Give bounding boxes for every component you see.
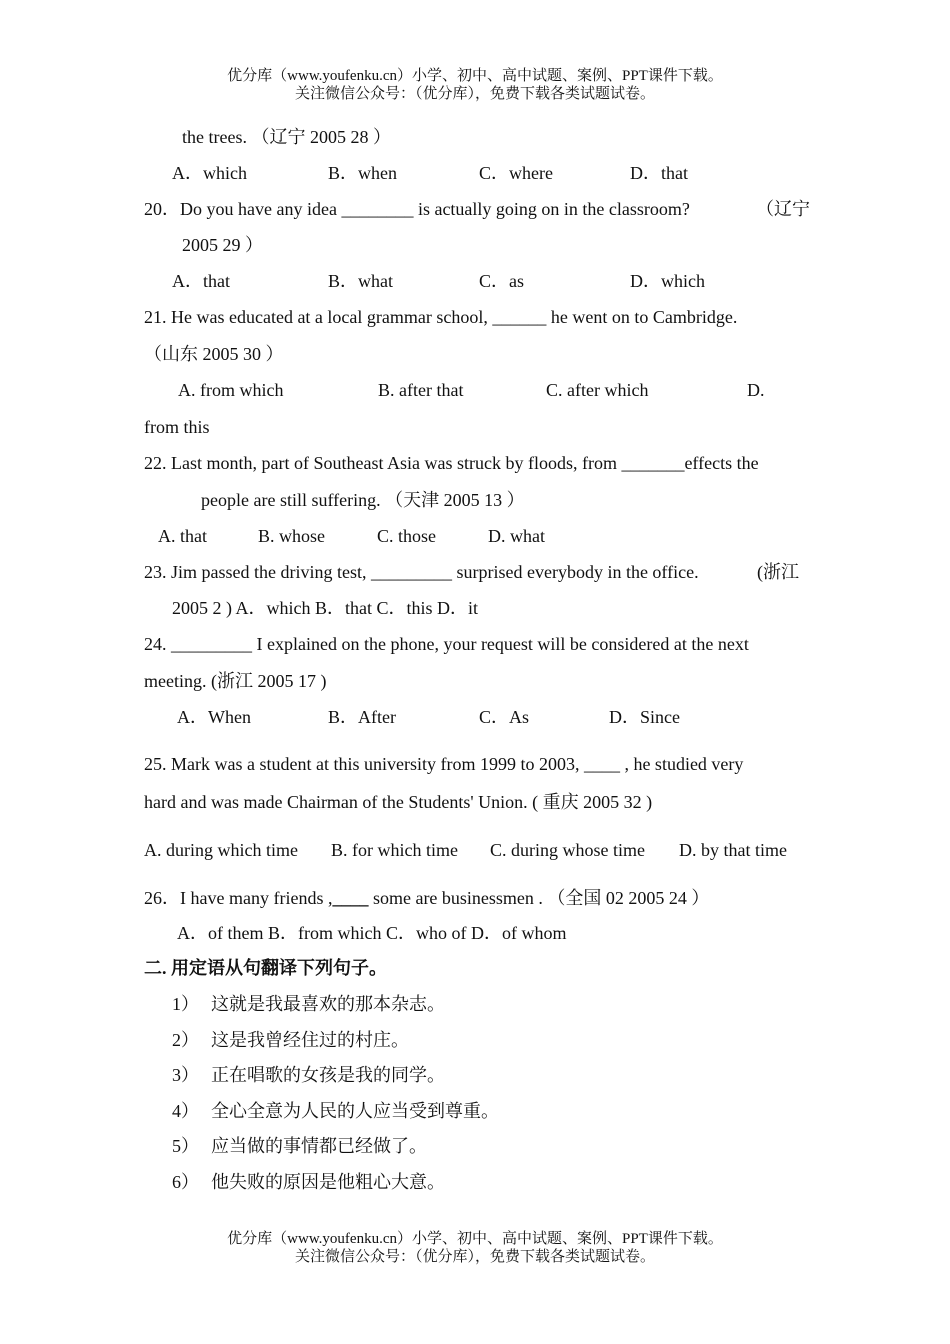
q20-option-c: C．as — [479, 271, 524, 291]
q22-stem-2: people are still suffering. （天津 2005 13 ） — [201, 490, 525, 510]
q22-option-c: C. those — [377, 526, 437, 546]
page-footer — [0, 1230, 950, 1266]
footer-line-2: 关注微信公众号：（优分库），免费下载各类试题试卷。 — [294, 1249, 655, 1265]
translation-item-3-text: 正在唱歌的女孩是我的同学。 — [211, 1065, 445, 1085]
translation-item-5-number: 5） — [172, 1136, 199, 1156]
q21-option-c: C. after which — [546, 380, 649, 400]
q20-option-d: D．which — [630, 271, 705, 291]
translation-item-5-text: 应当做的事情都已经做了。 — [211, 1136, 427, 1156]
q26-options: A．of them B．from which C．who of D．of whom — [177, 923, 567, 943]
q20-source-a: （辽宁 — [756, 199, 810, 219]
translation-item-1-number: 1） — [172, 994, 199, 1014]
q21-source: （山东 2005 30 ） — [144, 344, 284, 364]
q22-option-a: A. that — [158, 526, 207, 546]
translation-item-4-number: 4） — [172, 1101, 199, 1121]
q21-option-d: D. — [747, 380, 765, 400]
q23-source-and-options: 2005 2 ) A．which B．that C．this D．it — [172, 598, 478, 618]
q25-stem-2: hard and was made Chairman of the Students' Union. ( 重庆 2005 32 ) — [144, 792, 653, 812]
q26-stem-end: some are businessmen . （全国 02 2005 24 ） — [368, 888, 710, 908]
translation-item-1-text: 这就是我最喜欢的那本杂志。 — [211, 994, 445, 1014]
translation-item-2-number: 2） — [172, 1030, 199, 1050]
q25-stem: 25. Mark was a student at this university from 1999 to 2003, ____ , he studied very — [144, 754, 744, 774]
page-header — [0, 67, 950, 103]
q23-stem: 23. Jim passed the driving test, _________ surprised everybody in the office. — [144, 562, 699, 582]
q25-option-c: C. during whose time — [490, 840, 645, 860]
translation-item-6-number: 6） — [172, 1172, 199, 1192]
q20-option-a: A．that — [172, 271, 230, 291]
q22-option-d: D. what — [488, 526, 545, 546]
q21-stem: 21. He was educated at a local grammar school, ______ he went on to Cambridge. — [144, 307, 738, 327]
q22-stem: 22. Last month, part of Southeast Asia was struck by floods, from _______effects the — [144, 453, 759, 473]
q19-option-c: C．where — [479, 163, 553, 183]
q20-stem: 20．Do you have any idea ________ is actually going on in the classroom? — [144, 199, 690, 219]
q24-option-b: B．After — [328, 707, 396, 727]
translation-item-2-text: 这是我曾经住过的村庄。 — [211, 1030, 409, 1050]
q25-option-a: A. during which time — [144, 840, 298, 860]
q19-option-a: A．which — [172, 163, 247, 183]
q20-source-b: 2005 29 ） — [182, 235, 263, 255]
q19-continuation: the trees. （辽宁 2005 28 ） — [182, 127, 391, 147]
q21-option-b: B. after that — [378, 380, 464, 400]
q25-option-b: B. for which time — [331, 840, 458, 860]
q21-option-d-text: from this — [144, 417, 210, 437]
q23-source-a: (浙江 — [757, 562, 799, 582]
translation-item-4-text: 全心全意为人民的人应当受到尊重。 — [211, 1101, 499, 1121]
q26-stem-start: 26．I have many friends , — [144, 888, 333, 908]
q24-option-d: D．Since — [609, 707, 680, 727]
q24-option-a: A．When — [177, 707, 251, 727]
translation-item-3-number: 3） — [172, 1065, 199, 1085]
q22-option-b: B. whose — [258, 526, 325, 546]
header-line-2: 关注微信公众号：（优分库），免费下载各类试题试卷。 — [294, 86, 655, 102]
footer-line-1: 优分库（www.youfenku.cn）小学、初中、高中试题、案例、PPT课件下载。 — [227, 1231, 723, 1247]
q19-option-b: B．when — [328, 163, 397, 183]
q26-blank: ____ — [332, 888, 369, 908]
q19-option-d: D．that — [630, 163, 688, 183]
q25-option-d: D. by that time — [679, 840, 787, 860]
q21-option-a: A. from which — [178, 380, 284, 400]
header-line-1: 优分库（www.youfenku.cn）小学、初中、高中试题、案例、PPT课件下载。 — [227, 68, 723, 84]
translation-item-6-text: 他失败的原因是他粗心大意。 — [211, 1172, 445, 1192]
q24-option-c: C．As — [479, 707, 530, 727]
section-2-title: 二. 用定语从句翻译下列句子。 — [144, 958, 387, 978]
q24-stem-2: meeting. (浙江 2005 17 ) — [144, 671, 327, 691]
q20-option-b: B．what — [328, 271, 393, 291]
q24-stem: 24. _________ I explained on the phone, your request will be considered at the next — [144, 634, 749, 654]
q26-stem — [144, 887, 709, 909]
